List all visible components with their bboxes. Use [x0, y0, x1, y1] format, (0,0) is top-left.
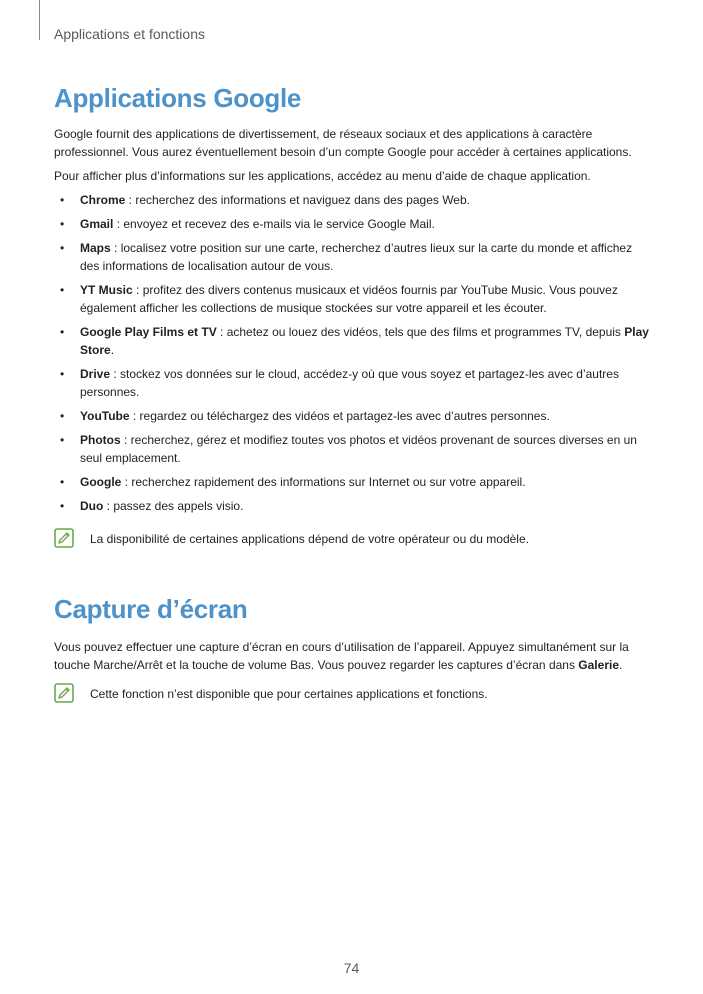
header-rule	[39, 0, 40, 40]
list-item	[54, 497, 650, 515]
app-description-end: .	[110, 343, 115, 357]
app-description: : profitez des divers contenus musicaux et vidéos fournis par YouTube Music. Vous pouvez également afficher les collections de musique stockées sur votre appareil et les écouter.	[80, 283, 618, 315]
google-apps-body	[54, 125, 650, 521]
app-name: Photos	[80, 433, 121, 447]
section-title-google-apps: Applications Google	[54, 83, 302, 113]
app-name: Duo	[80, 499, 104, 513]
app-description: : envoyez et recevez des e-mails via le service Google Mail.	[113, 217, 435, 231]
app-description: : achetez ou louez des vidéos, tels que des films et programmes TV, depuis	[216, 325, 625, 339]
bullet-dot: •	[60, 367, 65, 381]
app-name: YT Music	[80, 283, 133, 297]
app-description: : stockez vos données sur le cloud, accédez-y où que vous soyez et partagez-les avec d’autres personnes.	[80, 367, 619, 399]
section-title-screenshot: Capture d’écran	[54, 594, 248, 624]
app-list	[54, 191, 650, 515]
bullet-dot: •	[60, 499, 65, 513]
screenshot-gallery-name: Galerie	[578, 658, 619, 672]
bullet-dot: •	[60, 217, 65, 231]
app-name: Google	[80, 475, 122, 489]
screenshot-text-pre: Vous pouvez effectuer une capture d’écran en cours d’utilisation de l’appareil. Appuyez simultanément sur la touche Marche/Arrêt et la touche de volume Bas. Vous pouvez regarder les captures d’écran dans	[54, 640, 629, 672]
app-name: YouTube	[80, 409, 130, 423]
note-pencil-icon	[54, 683, 74, 703]
app-description: : recherchez des informations et naviguez dans des pages Web.	[125, 193, 470, 207]
screenshot-paragraph	[54, 638, 650, 674]
intro-paragraph-2: Pour afficher plus d’informations sur les applications, accédez au menu d’aide de chaque application.	[54, 169, 591, 183]
running-header: Applications et fonctions	[54, 26, 205, 42]
app-name: Drive	[80, 367, 111, 381]
bullet-dot: •	[60, 433, 65, 447]
note-text: La disponibilité de certaines applications dépend de votre opérateur ou du modèle.	[90, 532, 529, 546]
list-item	[54, 215, 650, 233]
list-item	[54, 281, 650, 317]
list-item	[54, 191, 650, 209]
app-name: Chrome	[80, 193, 126, 207]
bullet-dot: •	[60, 241, 65, 255]
intro-paragraph: Google fournit des applications de divertissement, de réseaux sociaux et des applications à caractère professionnel. Vous aurez éventuellement besoin d’un compte Google pour accéder à certaines applications.	[54, 127, 632, 159]
app-description: : recherchez rapidement des informations sur Internet ou sur votre appareil.	[121, 475, 526, 489]
bullet-dot: •	[60, 325, 65, 339]
app-description: : regardez ou téléchargez des vidéos et partagez-les avec d’autres personnes.	[129, 409, 550, 423]
bullet-dot: •	[60, 475, 65, 489]
app-name: Google Play Films et TV	[80, 325, 217, 339]
app-description: : passez des appels visio.	[103, 499, 244, 513]
app-store-name: Play Store	[80, 325, 649, 357]
list-item	[54, 323, 650, 359]
list-item	[54, 365, 650, 401]
app-name: Maps	[80, 241, 111, 255]
bullet-dot: •	[60, 283, 65, 297]
list-item	[54, 473, 650, 491]
screenshot-text-post: .	[619, 658, 623, 672]
list-item	[54, 239, 650, 275]
list-item	[54, 407, 650, 425]
list-item	[54, 431, 650, 467]
note-text: Cette fonction n’est disponible que pour certaines applications et fonctions.	[90, 687, 488, 701]
app-name: Gmail	[80, 217, 114, 231]
bullet-dot: •	[60, 409, 65, 423]
page-number: 74	[343, 960, 360, 976]
bullet-dot: •	[60, 193, 65, 207]
note-pencil-icon	[54, 528, 74, 548]
app-description: : localisez votre position sur une carte, recherchez d’autres lieux sur la carte du monde et affichez des informations de localisation autour de vous.	[80, 241, 633, 273]
app-description: : recherchez, gérez et modifiez toutes vos photos et vidéos provenant de sources diverses en un seul emplacement.	[80, 433, 637, 465]
